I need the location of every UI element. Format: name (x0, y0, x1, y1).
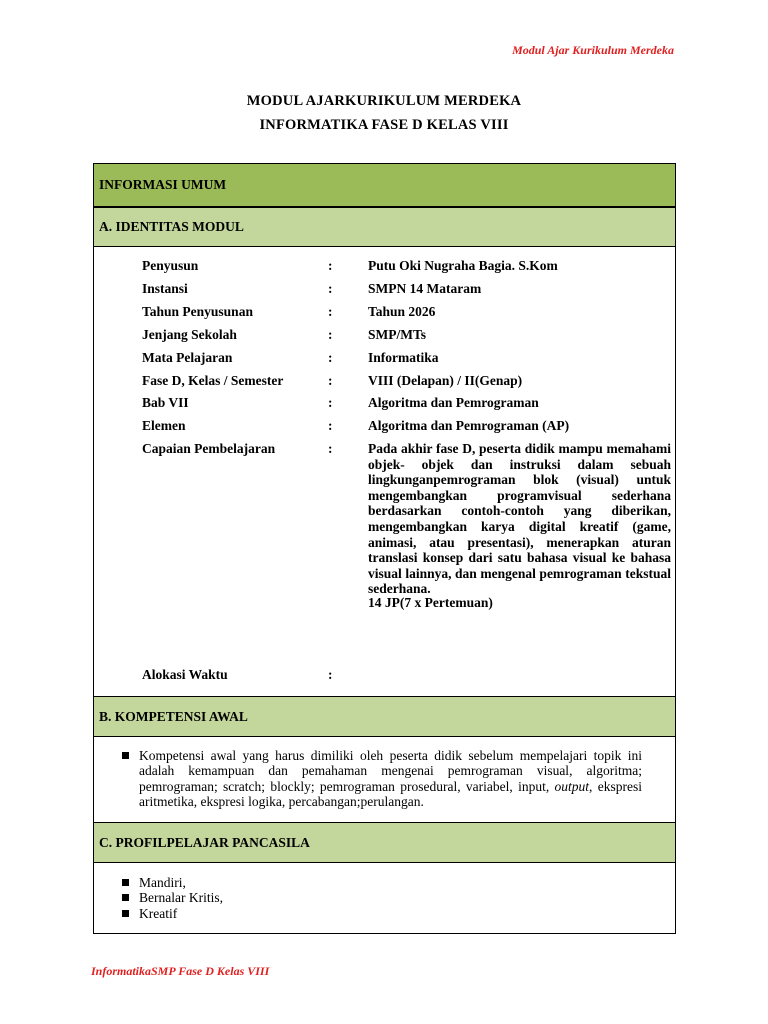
identity-value: Tahun 2026 (368, 304, 436, 319)
capaian-text: Pada akhir fase D, peserta didik mampu memahami objek- objek dan instruksi dalam sebuah lingkunganpemrograman blok (visual) untuk mengembangkan programvisual sederhana berdasarkan contoh-contoh yang diberikan, mengembangkan karya digital kreatif (game, animasi, atau presentasi), menerapkan aturan translasi konsep dari satu bahasa visual ke bahasa visual lainnya, dan mengenal pemrograman tekstual sederhana. (368, 441, 671, 597)
identity-label: Mata Pelajaran (142, 350, 233, 365)
kompetensi-text-2: , ekspresi aritmetika, ekspresi logika, percabangan;perulangan. (139, 778, 642, 810)
document-subtitle: INFORMATIKA FASE D KELAS VIII (259, 117, 509, 133)
identity-label: Penyusun (142, 258, 199, 273)
profil-item (122, 906, 642, 921)
identity-colon: : (328, 327, 333, 342)
identity-value: Informatika (368, 350, 439, 365)
identity-value: Algoritma dan Pemrograman (AP) (368, 418, 570, 433)
identity-colon: : (328, 258, 333, 273)
kompetensi-awal-list (122, 748, 642, 810)
identity-label: Bab VII (142, 395, 189, 410)
identity-colon: : (328, 418, 333, 433)
alokasi-colon: : (328, 667, 333, 682)
profil-text: Mandiri, (139, 875, 186, 890)
capaian-jp: 14 JP(7 x Pertemuan) (368, 595, 493, 610)
identity-colon: : (328, 281, 333, 296)
footer-note: InformatikaSMP Fase D Kelas VIII (91, 964, 270, 978)
section-a-header: A. IDENTITAS MODUL (94, 207, 675, 247)
profil-item (122, 875, 642, 890)
identity-colon: : (328, 350, 333, 365)
section-c-header: C. PROFILPELAJAR PANCASILA (94, 822, 675, 863)
identity-label: Elemen (142, 418, 186, 433)
identity-colon: : (328, 373, 333, 388)
kompetensi-text-1: Kompetensi awal yang harus dimiliki oleh peserta didik sebelum mempelajari topik ini adalah kemampuan dan pemahaman mengenai pemrograman visual, algoritma; pemrograman; scratch; blockly; pemrograman prosedural, variabel, input, (139, 748, 642, 794)
identity-label: Fase D, Kelas / Semester (142, 373, 284, 388)
header-note: Modul Ajar Kurikulum Merdeka (512, 43, 674, 57)
identity-value: SMP/MTs (368, 327, 427, 342)
identity-value: Algoritma dan Pemrograman (368, 395, 539, 410)
identity-label: Jenjang Sekolah (142, 327, 237, 342)
square-bullet-icon (122, 752, 129, 759)
kompetensi-text-italic: output (554, 778, 590, 794)
identity-colon: : (328, 304, 333, 319)
capaian-label: Capaian Pembelajaran (142, 441, 276, 456)
module-table (93, 163, 676, 934)
capaian-colon: : (328, 441, 333, 456)
square-bullet-icon (122, 894, 129, 901)
section-general-header: INFORMASI UMUM (94, 164, 675, 207)
square-bullet-icon (122, 879, 129, 886)
profil-text: Kreatif (139, 905, 178, 921)
identity-value: VIII (Delapan) / II(Genap) (368, 373, 523, 388)
profil-text: Bernalar Kritis, (139, 890, 223, 906)
kompetensi-awal-item (122, 748, 642, 810)
square-bullet-icon (122, 910, 129, 917)
identity-label: Tahun Penyusunan (142, 304, 253, 319)
profil-item (122, 890, 642, 905)
identity-value: SMPN 14 Mataram (368, 281, 482, 296)
profil-list (122, 875, 642, 921)
identity-colon: : (328, 395, 333, 410)
identity-label: Instansi (142, 281, 188, 296)
section-b-header: B. KOMPETENSI AWAL (94, 696, 675, 737)
alokasi-label: Alokasi Waktu (142, 667, 228, 682)
document-title: MODUL AJARKURIKULUM MERDEKA (246, 93, 522, 109)
identity-value: Putu Oki Nugraha Bagia. S.Kom (368, 258, 558, 273)
